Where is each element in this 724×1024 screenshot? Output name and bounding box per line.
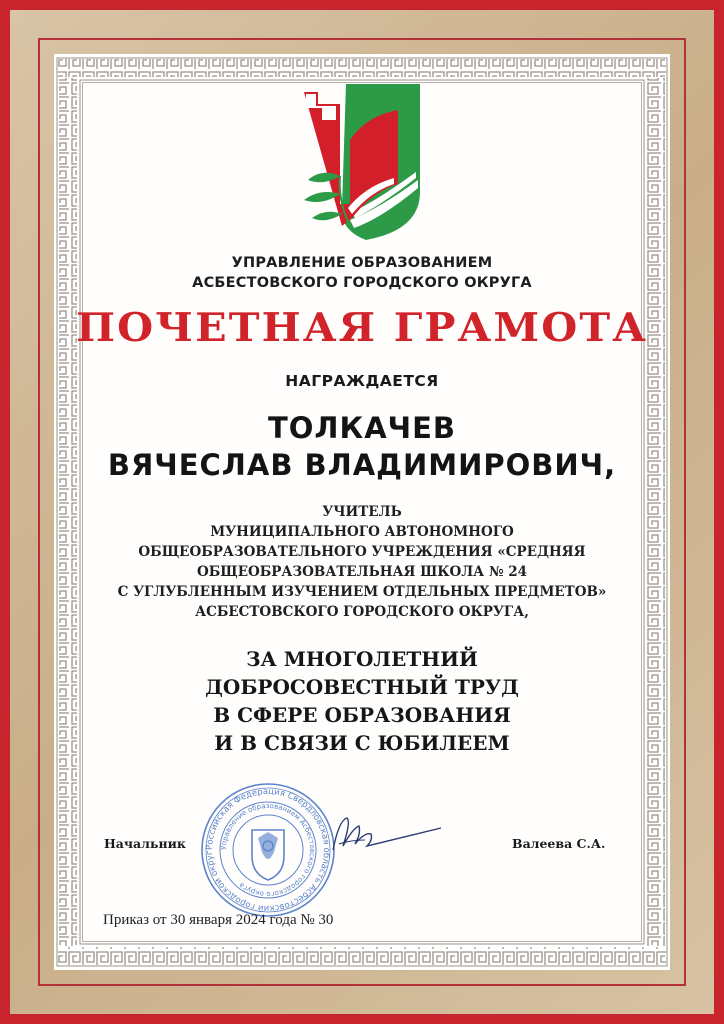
stamp-inner-text: Управление образованием Асбестовского городского округа — [219, 801, 317, 899]
award-reason-line: ДОБРОСОВЕСТНЫЙ ТРУД — [205, 675, 519, 699]
organization-line-1: УПРАВЛЕНИЕ ОБРАЗОВАНИЕМ — [231, 255, 493, 271]
order-reference: Приказ от 30 января 2024 года № 30 — [103, 912, 334, 928]
signature-icon — [325, 810, 445, 860]
official-seal-icon — [198, 780, 338, 920]
position-line: ОБЩЕОБРАЗОВАТЕЛЬНАЯ ШКОЛА № 24 — [196, 564, 528, 580]
position-line: С УГЛУБЛЕННЫМ ИЗУЧЕНИЕМ ОТДЕЛЬНЫХ ПРЕДМЕТОВ» — [117, 584, 607, 600]
book-leaves-emblem-icon — [300, 80, 425, 245]
signatory-name: Валеева С.А. — [512, 836, 606, 851]
award-reason-line: И В СВЯЗИ С ЮБИЛЕЕМ — [214, 731, 510, 755]
awarded-label: НАГРАЖДАЕТСЯ — [285, 372, 439, 390]
organization-line-2: АСБЕСТОВСКОГО ГОРОДСКОГО ОКРУГА — [192, 275, 532, 291]
position-line: МУНИЦИПАЛЬНОГО АВТОНОМНОГО — [210, 524, 514, 540]
award-reason-line: ЗА МНОГОЛЕТНИЙ — [246, 647, 478, 671]
position-line: АСБЕСТОВСКОГО ГОРОДСКОГО ОКРУГА, — [195, 604, 529, 620]
recipient-surname: ТОЛКАЧЕВ — [267, 411, 457, 445]
award-reason-line: В СФЕРЕ ОБРАЗОВАНИЯ — [213, 703, 511, 727]
certificate-title: ПОЧЕТНАЯ ГРАМОТА — [75, 305, 649, 351]
position-line: ОБЩЕОБРАЗОВАТЕЛЬНОГО УЧРЕЖДЕНИЯ «СРЕДНЯЯ — [138, 544, 586, 560]
recipient-given-name: ВЯЧЕСЛАВ ВЛАДИМИРОВИЧ, — [107, 448, 617, 482]
position-line: УЧИТЕЛЬ — [322, 504, 402, 520]
stamp-outer-text: Российская Федерация Свердловская область Асбестовский городской округ — [204, 786, 332, 914]
signatory-role: Начальник — [104, 836, 186, 851]
